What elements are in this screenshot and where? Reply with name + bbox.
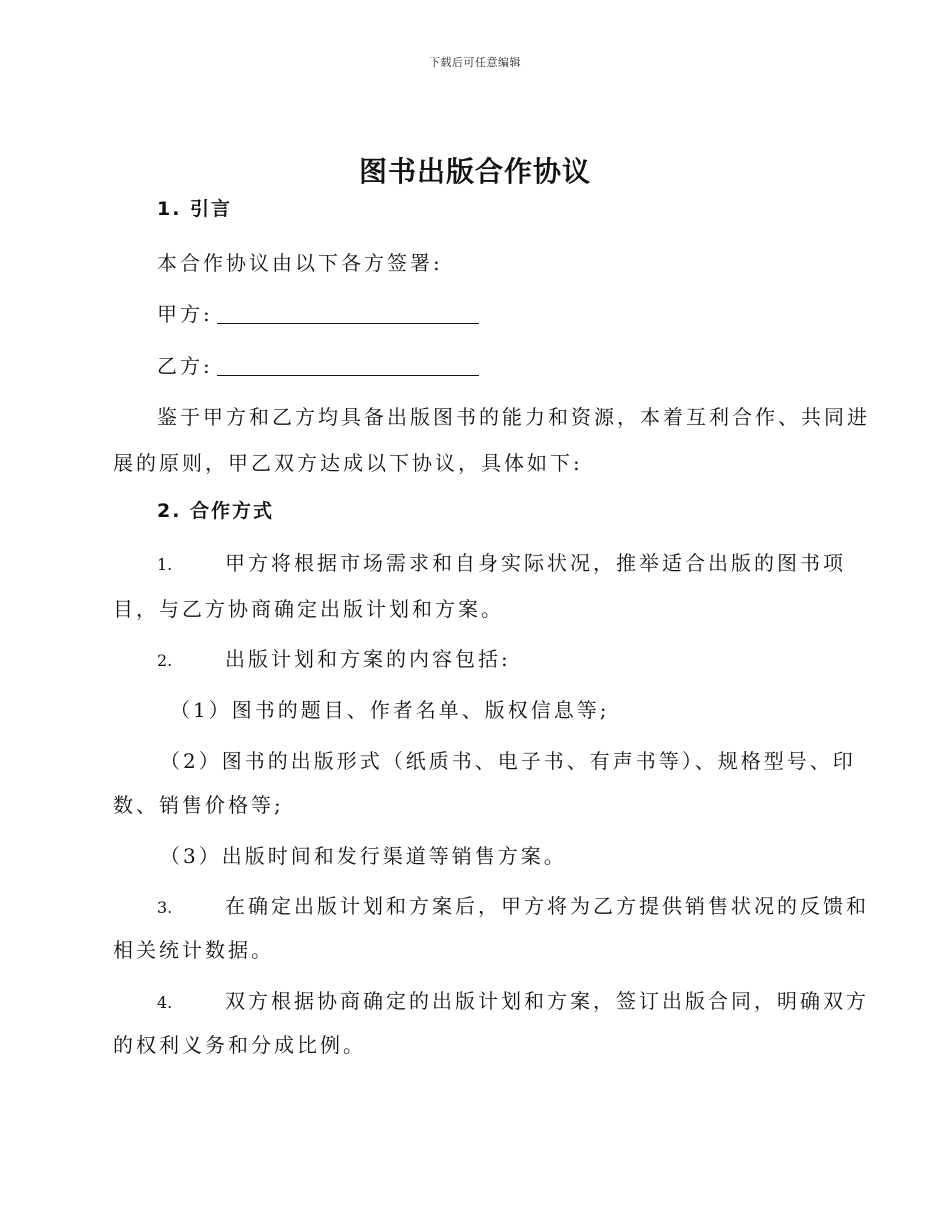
list-number: 3. (157, 898, 173, 917)
list-item-continuation: 的权利义务和分成比例。 (113, 1033, 366, 1057)
list-item-1 (157, 553, 846, 573)
list-item-text: 双方根据协商确定的出版计划和方案，签订出版合同，明确双方 (225, 989, 869, 1013)
list-item-text: 出版计划和方案的内容包括: (225, 647, 511, 671)
party-b-line (157, 356, 479, 376)
party-a-blank (217, 305, 479, 324)
party-a-line (157, 304, 479, 324)
list-item-3 (157, 896, 869, 916)
party-b-label: 乙方: (157, 354, 213, 378)
page-header-note: 下载后可任意编辑 (429, 56, 521, 69)
paragraph-line: 展的原则，甲乙双方达成以下协议，具体如下: (113, 451, 583, 475)
list-item-continuation: 目，与乙方协商确定出版计划和方案。 (113, 597, 504, 621)
list-item-4 (157, 991, 869, 1011)
list-item-text: 在确定出版计划和方案后，甲方将为乙方提供销售状况的反馈和 (225, 894, 869, 918)
list-number: 4. (157, 993, 173, 1012)
party-a-label: 甲方: (157, 302, 213, 326)
sub-item-3: （3）出版时间和发行渠道等销售方案。 (160, 844, 567, 868)
section-heading-intro: 1. 引言 (157, 198, 233, 220)
list-item-text: 甲方将根据市场需求和自身实际状况，推举适合出版的图书项 (225, 551, 846, 575)
list-item-2 (157, 649, 511, 669)
document-title: 图书出版合作协议 (358, 155, 591, 188)
paragraph-line: 鉴于甲方和乙方均具备出版图书的能力和资源，本着互利合作、共同进 (157, 405, 870, 429)
section-heading-cooperation: 2. 合作方式 (157, 500, 275, 522)
list-number: 1. (157, 555, 173, 574)
list-number: 2. (157, 651, 173, 670)
intro-text: 本合作协议由以下各方签署: (157, 251, 443, 275)
sub-item-2-continuation: 数、销售价格等; (113, 793, 284, 817)
list-item-continuation: 相关统计数据。 (113, 938, 274, 962)
sub-item-1: （1）图书的题目、作者名单、版权信息等; (170, 698, 610, 722)
sub-item-2: （2）图书的出版形式（纸质书、电子书、有声书等）、规格型号、印 (160, 749, 856, 773)
party-b-blank (217, 357, 479, 376)
